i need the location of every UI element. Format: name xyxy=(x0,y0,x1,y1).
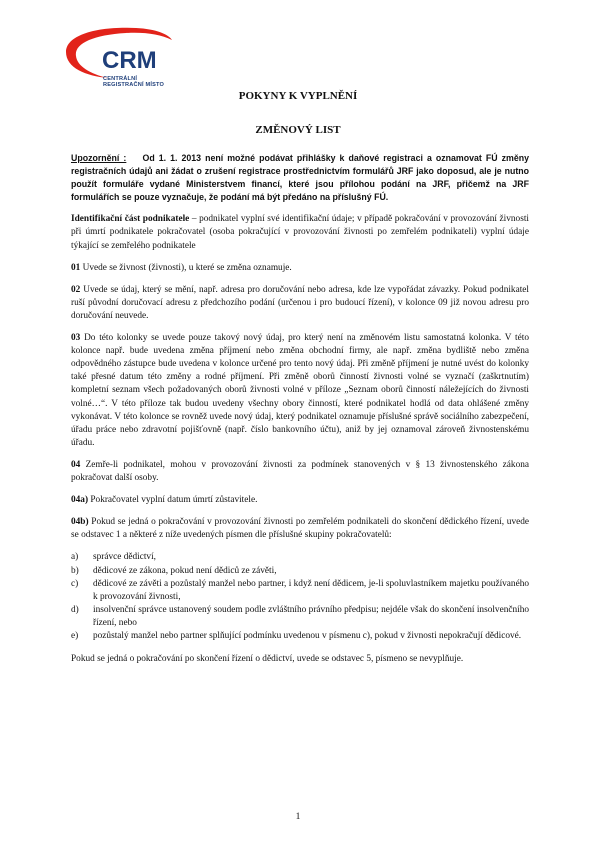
item-02 xyxy=(71,284,529,323)
item-04b xyxy=(71,516,529,542)
list-item xyxy=(71,630,529,643)
successor-list xyxy=(71,551,529,643)
notice-label: Upozornění : xyxy=(71,153,127,163)
item-04 xyxy=(71,459,529,485)
list-item xyxy=(71,578,529,603)
item-label: 03 xyxy=(71,333,81,344)
document-body xyxy=(71,152,529,675)
item-label: 02 xyxy=(71,284,81,295)
document-subtitle: ZMĚNOVÝ LIST xyxy=(255,124,341,136)
logo-abbr: CRM xyxy=(102,47,157,74)
document-title: POKYNY K VYPLNĚNÍ xyxy=(238,90,358,102)
item-text: Uvede se údaj, který se mění, např. adresa pro doručování nebo adresa, kde lze vypořádat závazky. Pokud podnikatel ruší původní doručovací adresu z předchozího podání (určenou i pro budoucí řízení), v kolonce 09 již novou adresu pro doručování neuvede. xyxy=(71,284,529,321)
logo-line-2: REGISTRAČNÍ MÍSTO xyxy=(103,82,165,88)
item-03 xyxy=(71,332,529,450)
item-label: 04 xyxy=(71,459,81,470)
notice-text: Od 1. 1. 2013 není možné podávat přihlášky k daňové registraci a oznamovat FÚ změny registračních údajů ani žádat o zrušení registrace prostřednictvím formulářů JRF jako doposud, ale je nutno použít formuláře vydané Ministerstvem financí, které jsou přílohou podání na JRF, přičemž na JRF formulářích se pouze vyznačuje, že podání má být předáno na příslušný FÚ. xyxy=(71,153,529,203)
logo-caption xyxy=(103,76,164,88)
item-label: 04a) xyxy=(71,495,89,506)
list-text: dědicové ze závěti a pozůstalý manžel nebo partner, i když není dědicem, je-li spoluvlastníkem majetku používaného k provozování živnosti, xyxy=(93,579,529,602)
list-item xyxy=(71,604,529,629)
item-label: 01 xyxy=(71,262,81,273)
list-letter: a) xyxy=(71,552,79,563)
closing-paragraph: Pokud se jedná o pokračování po skončení řízení o dědictví, uvede se odstavec 5, písmeno se nevyplňuje. xyxy=(71,653,464,664)
item-text: Zemře-li podnikatel, mohou v provozování živnosti za podmínek stanovených v § 13 živnostenského zákona pokračovat další osoby. xyxy=(71,459,529,483)
item-label: 04b) xyxy=(71,517,89,528)
list-letter: b) xyxy=(71,565,79,576)
list-text: pozůstalý manžel nebo partner splňující podmínku uvedenou v písmenu c), pokud v živnosti nepokračují dědicové. xyxy=(93,631,522,642)
ident-paragraph xyxy=(71,213,529,252)
list-letter: c) xyxy=(71,579,79,590)
list-letter: e) xyxy=(71,631,79,642)
item-text: Uvede se živnost (živnosti), u které se změna oznamuje. xyxy=(80,262,292,273)
logo-line-1: CENTRÁLNÍ xyxy=(103,76,138,82)
item-text: Pokud se jedná o pokračování v provozování živnosti po zemřelém podnikateli do skončení dědického řízení, uvede se odstavec 1 a některé z níže uvedených písmen dle příslušné skupiny pokračovatelů: xyxy=(71,517,529,541)
list-letter: d) xyxy=(71,605,79,616)
item-text: Pokračovatel vyplní datum úmrtí zůstavitele. xyxy=(88,495,258,506)
list-text: insolvenční správce ustanovený soudem podle zvláštního právního předpisu; nejdéle však do skončení insolvenčního řízení, nebo xyxy=(93,605,529,628)
ident-label: Identifikační část podnikatele xyxy=(71,214,190,225)
item-text: Do této kolonky se uvede pouze takový nový údaj, pro který není na změnovém listu samostatná kolonka. V této kolonce např. bude uvedena změna příjmení nebo změna obchodní firmy, ale např. změna bydliště nebo změna odpovědného zástupce bude uvedena v kolonce určené pro tento nový údaj. Při změně příjmení je nutné uvést do kolonky také přesné datum této změny a rodné příjmení. Při změně oborů činností živnosti volné se vyznačí (zaškrtnutím) kompletní seznam všech požadovaných oborů živnosti volné v příloze „Seznam oborů činností náležejících do živnosti volné…“. V této příloze tak budou uvedeny všechny obory činností, které podnikatel hodlá od data ohlášené změny vykonávat. V této kolonce se rovněž uvede nový údaj, který podnikatel oznamuje příslušné správě sociálního zabezpečení, úřadu práce nebo zdravotní pojišťovně (např. číslo bankovního účtu), aniž by jej oznamoval zároveň živnostenskému úřadu. xyxy=(71,333,529,448)
page-number: 1 xyxy=(295,812,301,822)
list-text: dědicové ze zákona, pokud není dědiců ze závěti, xyxy=(93,565,277,576)
list-item xyxy=(71,551,529,564)
ident-text: – podnikatel vyplní své identifikační údaje; v případě pokračování v provozování živnosti při úmrtí podnikatele pokračovatel (osoba pokračující v provozování živnosti po zemřelém podnikateli) vyplní údaje týkající se zemřelého podnikatele xyxy=(71,214,529,251)
list-text: správce dědictví, xyxy=(93,552,156,563)
notice-paragraph xyxy=(71,152,529,204)
item-04a xyxy=(71,494,529,507)
item-01 xyxy=(71,262,529,275)
list-item xyxy=(71,565,529,578)
